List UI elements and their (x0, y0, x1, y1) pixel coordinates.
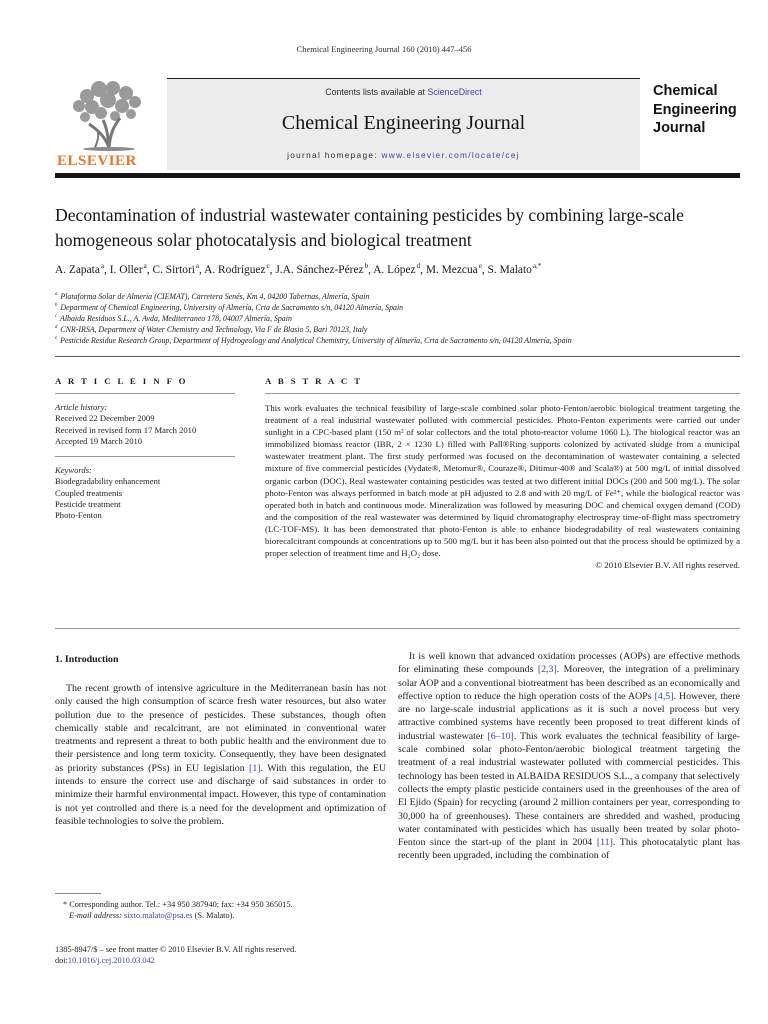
author-name: I. Oller$^a$ (109, 262, 147, 276)
heading-rule (265, 393, 740, 394)
abstract-body-divider (55, 628, 740, 629)
email-link[interactable]: sixto.malato@psa.es (124, 911, 193, 920)
footnote-separator (55, 893, 101, 894)
sciencedirect-link[interactable]: ScienceDirect (427, 87, 482, 97)
affiliation-list (55, 291, 740, 346)
affiliation: $^e$ Pesticide Residue Research Group, Department of Hydrogeology and Analytical Chemistry, University of Almería, Crta de Sacramento s/n, 04120 Almería, Spain (55, 336, 572, 345)
doi-label: doi: (55, 956, 68, 966)
author-name: C. Sirtori$^a$ (152, 262, 200, 276)
elsevier-logo[interactable] (55, 78, 167, 170)
doi-line (55, 955, 395, 966)
citation-ref[interactable]: [6–10] (487, 730, 514, 742)
section-heading-introduction: 1. Introduction (55, 654, 119, 665)
issn-line: 1385-8947/$ – see front matter © 2010 Elsevier B.V. All rights reserved. (55, 945, 297, 954)
journal-homepage-link[interactable]: www.elsevier.com/locate/cej (381, 150, 520, 160)
footnote-block (55, 893, 386, 921)
affiliation: $^d$ CNR-IRSA, Department of Water Chemistry and Technology, Via F de Blasio 5, Bari 70123, Italy (55, 325, 368, 334)
keywords-label: Keywords: (55, 465, 92, 476)
info-divider (55, 456, 235, 457)
homepage-prefix: journal homepage: (287, 150, 382, 160)
body-column-right (398, 650, 740, 863)
author-name: J.A. Sánchez-Pérez$^b$ (275, 262, 369, 276)
doi-link[interactable]: 10.1016/j.cej.2010.03.042 (67, 956, 155, 966)
article-info-section (55, 376, 235, 522)
author-name: A. Zapata$^a$ (55, 262, 105, 276)
affiliation: $^b$ Department of Chemical Engineering, University of Almería, Crta de Sacramento s/n, 04120 Almería, Spain (55, 303, 404, 312)
contents-line (325, 87, 481, 97)
citation-ref[interactable]: [2,3] (537, 664, 557, 676)
history-item: Received 22 December 2009 (55, 413, 155, 424)
cover-logo-line: Journal (653, 120, 706, 136)
email-note (55, 910, 386, 921)
masthead-rule (55, 173, 740, 178)
heading-rule (55, 393, 235, 394)
author-name: M. Mezcua$^e$ (425, 262, 482, 276)
journal-title: Chemical Engineering Journal (281, 112, 526, 134)
history-item: Accepted 19 March 2010 (55, 435, 143, 446)
author-name: A. Rodríguez$^c$ (204, 262, 270, 276)
citation-ref[interactable]: [4,5] (654, 690, 674, 702)
email-label: E-mail address: (69, 911, 122, 920)
affiliation: $^c$ Albaida Residuos S.L., A. Avda, Mediterraneo 178, 04007 Almería, Spain (55, 314, 292, 323)
article-history-list (55, 413, 235, 447)
keywords-item: Biodegradability enhancement (55, 476, 161, 487)
abstract-text: This work evaluates the technical feasibility of large-scale combined solar photo-Fenton/aerobic biological treatment targeting the treatment of a real industrial wastewater polluted with commercial pesticides. Photo-Fenton experiments were carried out under sunlight in a CPC-based plant (150 m² of solar collectors and the total photo-reactor volume 1060 L). The biological reactor was an immobilized biomass reactor (IBR, 2 × 1230 L) filled with Pall®Ring supports colonized by activated sludge from a municipal wastewater treatment plant. The first study performed was focused on the decontamination of wastewater containing a selected mixture of five commercial pesticides (Vydate®, Metomur®, Couraze®, Ditimur-40® and Scala®) at 500 mg/L of initial dissolved organic carbon (DOC). Real wastewater containing pesticides was tested at two different initial DOCs (200 and 500 mg/L). The solar photo-Fenton was always performed in batch mode at pH adjusted to 2.8 and with 20 mg/L of Fe²⁺, while the biological reactor was operated both in batch and continuous mode. Mineralization was followed by measuring DOC and chemical oxygen demand (COD) and the composition of the real wastewater was determined by liquid chromatography electrospray time-of-flight mass spectrometry (LC-TOF-MS). It has been demonstrated that photo-Fenton is able to enhance biodegradability of real wastewaters containing biorecalcitrant compounds at concentrations up to 500 mg/L but it has been also pointed out that the process should be optimized by a proper selection of treatment time and H₂O₂ dose. (265, 403, 740, 559)
corresponding-author-note: * Corresponding author. Tel.: +34 950 387940; fax: +34 950 365015. (63, 900, 293, 909)
email-suffix: (S. Malato). (192, 911, 235, 920)
history-item: Received in revised form 17 March 2010 (55, 424, 197, 435)
keywords-list (55, 476, 235, 521)
masthead (55, 78, 740, 170)
section-divider (55, 356, 740, 357)
page-citation: Chemical Engineering Journal 160 (2010) 447–456 (296, 44, 472, 54)
body-paragraph: It is well known that advanced oxidation processes (AOPs) are effective methods for eliminating these compounds [2,3]. Moreover, the integration of a preliminary solar AOP and a conventional biotreatment has been described as an economically and effective option to reduce the high operation costs of the AOPs [4,5]. However, there are no large-scale industrial applications as it is such a novel process but very attractive combined systems have recently been proposed to treat different kinds of industrial wastewater [6–10]. This work evaluates the technical feasibility of large-scale combined solar photo-Fenton/aerobic biological treatment targeting the treatment of a real industrial wastewater polluted with commercial pesticides. This technology has been tested in ALBAIDA RESIDUOS S.L., a company that selectively collects the empty plastic pesticide containers used in the greenhouses of the area of El Ejido (Spain) for recycling (around 2 million containers per year, corresponding to 30,000 ha of greenhouses). These containers are shredded and washed, producing water contaminated with pesticides which has usually been treated by solar photo-Fenton since the start-up of the plant in 2004 [11]. This photocatalytic plant has recently been upgraded, including the combination of (398, 651, 740, 862)
author-name: S. Malato$^{a,*}$ (487, 262, 542, 276)
keywords-item: Coupled treatments (55, 487, 123, 498)
publisher-block (55, 944, 395, 967)
cover-logo-line: Chemical (653, 83, 718, 99)
article-info-heading: A R T I C L E I N F O (55, 376, 188, 386)
contents-prefix: Contents lists available at (325, 87, 428, 97)
body-column-left (55, 652, 386, 828)
abstract-heading: A B S T R A C T (265, 376, 363, 386)
author-name: A. López$^d$ (373, 262, 421, 276)
abstract-copyright: © 2010 Elsevier B.V. All rights reserved. (595, 560, 740, 571)
citation-ref[interactable]: [11] (596, 837, 613, 849)
masthead-panel (167, 78, 640, 170)
abstract-section (265, 376, 740, 570)
keywords-item: Pesticide treatment (55, 499, 121, 510)
article-history-label: Article history: (55, 402, 108, 412)
author-list: A. Zapata$^a$, I. Oller$^a$, C. Sirtori$^a$, A. Rodríguez$^c$, J.A. Sánchez-Pérez$^b$, A. López$^d$, M. Mezcua$^e$, S. Malato$^{a,*}$ (55, 262, 542, 276)
homepage-line (287, 150, 520, 160)
journal-cover-logo (640, 78, 740, 170)
citation-ref[interactable]: [1] (249, 762, 261, 774)
elsevier-tree-icon (65, 80, 153, 152)
affiliation: $^a$ Plataforma Solar de Almería (CIEMAT), Carretera Senés, Km 4, 04200 Tabernas, Almería, Spain (55, 292, 370, 301)
intro-paragraph: The recent growth of intensive agriculture in the Mediterranean basin has not only caused the high consumption of scarce fresh water resources, but also water pollution due to the presence of pesticides. These substances, though often chemically stable and recalcitrant, are not eliminated in conventional water treatments and represent a threat to both public health and the environment due to their persistence and long term toxicity. Consequently, they have been designated as priority substances (PSs) in EU legislation [1]. With this regulation, the EU intends to ensure the correct use and discharge of said substances in order to minimize their harmful environmental impact. However, this type of contamination is not yet controlled and there is a need for the development and optimization of feasible technologies to solve the problem. (55, 683, 387, 827)
keywords-item: Photo-Fenton (55, 510, 102, 521)
cover-logo-line: Engineering (653, 101, 737, 118)
elsevier-wordmark: ELSEVIER (57, 153, 137, 169)
article-title: Decontamination of industrial wastewater containing pesticides by combining large-scale homogeneous solar photocatalysis and biological treatment (55, 205, 684, 250)
